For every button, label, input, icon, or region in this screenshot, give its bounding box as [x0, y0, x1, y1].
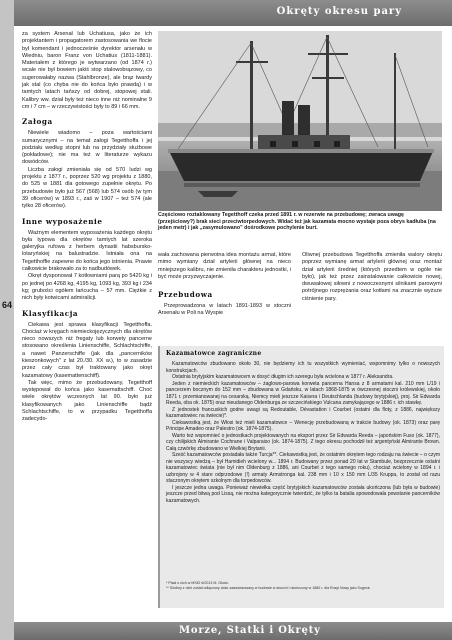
section-heading-przebudowa: Przebudowa	[158, 290, 213, 300]
sidebar-footnotes	[166, 581, 440, 591]
sidebar-paragraph: Warto też wspomnieć o jednostkach projektowanych na eksport przez Sir Edwarda Reeda – japońskim Fuso (ok. 1877), czy chilijskich Almirante Cochrane i Valparaiso (ok. 1874-1875). Z tego okresu pochodził też argentyński Almirante Brown. Całą czwórkę zbudowano w Wielkiej Brytanii.	[166, 432, 440, 452]
section-heading-wyposazenie: Inne wyposażenie	[22, 216, 103, 226]
paragraph: Okręt dysponował 7 kotłowniami parą po 5420 kg i po jednej po 4268 kg, 4195 kg, 1093 kg, 393 kg i 234 kg; grubości ogółem łańcucha – 57 mm. Ciężkie z nich były kotwicami admiralicji.	[22, 273, 152, 302]
right-column	[302, 252, 442, 303]
running-header-title: Okręty okresu pary	[276, 6, 402, 17]
left-column	[22, 31, 152, 424]
page-edge-strip	[0, 0, 14, 640]
paragraph: za system Arsenał lub Uchatiusa, jako że ich projektantem i propagatorem zastosowania we flocie był komendant i jednocześnie dyrektor arsenału w Wiedniu, baron Franz von Uchatius (1811-1881). Materiałem z którego je wytwarzano (od 1874 r.) wcale nie był bowiem jakiś stop stalowobrązowy, co sugerowałaby nazwa (Stahlbronze), ale brąz twardy jak stal (co chyba nie do końca było prawdą) i w tamtych latach tańszy od dobrej, stopowej stali. Kalibry ww. dział były też nieco inne niż nominalne 9 cm i 7 cm – w rzeczywistości były to 89 i 66 mm.	[22, 31, 152, 110]
paragraph: Oliwnej przebudowa Tegetthoffa zmieniła walory okrętu poprzez wymianę armat artylerii głównej oraz montaż dział artylerii średniej (których przedtem w ogóle nie było), jak też przez zainstalowanie całkowicie nowej, dwuwałowej siłowni z nowoczesnymi silnikami parowymi potrójnego rozprężania oraz kotłami na znacznie wyższe ciśnienie pary.	[302, 252, 442, 302]
paragraph: Tak więc, mimo że przebudowany, Tegetthoff występował do końca jako kasemattschiff. Choć wiele okrętów wczesnych lat 90. było już klasyfikowanych jako Linienschiffe bądź Schlachtschiffe, to w przypadku Tegetthoffa zadecydo-	[22, 379, 152, 423]
sidebar-box	[158, 346, 444, 608]
sidebar-paragraph: Jeden z niemieckich kazamatowców – żaglowo-parowa korweta pancerna Hansa z 8 armatami kal. 210 mm L/19 i pancerzem bocznym do 152 mm – zbudowana w Gdańsku, w latach 1868-1875 w ówczesnej stoczni królewskiej, około 1871 r. przemianowanej na cesarską. Niemcy mieli jeszcze Kaisera i Deutschlanda (budowy brytyjskiej), proj. Sir Edwarda Reeda, oba ok. 1875) oraz nieudanego Oldenburga ze szczecińskiego Vulcana zamykającego w 1886 r. ich stawkę.	[166, 380, 440, 406]
running-footer	[14, 622, 452, 640]
paragraph: Przeprowadzona w latach 1891-1893 w stoczni Arsenału w Poli na Wyspie	[158, 303, 291, 317]
sidebar-paragraph: Sześć kazamatowców posiadała także Turcja**. Ciekawostką jest, że ostatnim okrętem tego rodzaju na świecie – o czym nie wszyscy wiedzą – był Hamidieh wcielony w... 1894 r. Budowany przez ponad 20 lat w Stambule, bezprzecznie ostatni kazamatowiec świata (nie był nim Oldenburg z 1886, ani Courbet z tego samego roku), chociaż wcielony w 1894 r. i uzbrojony w 4 stare odprzodowe (!) armaty Armstronga kal. 238 mm i 10 x 150 mm L/35 Kruppa, to został od razu staczonym okrętem szkolnym dla torpedowców.	[166, 452, 440, 484]
sidebar-paragraph: Z jednostek francuskich godne uwagi są Redoutable, Dévastation i Courbet (ostatni dla floty, z 1886, największy kazamatowiec na świecie)*.	[166, 406, 440, 419]
page-number: 64	[1, 300, 12, 310]
sidebar-paragraph: I jeszcze jedna uwaga. Ponieważ niewiełka część brytyjskich kazamatowców została ukończona (lub była w budowie) jeszcze przed bitwą pod Lissą, nie można kategorycznie twierdzić, że tylko ta batalia spowodowała powstanie pancerników kazamatowych.	[166, 484, 440, 504]
sidebar-paragraph: Ciekawostką jest, że Włosi też mieli kazamatowce – Wenecję przebudowaną w trakcie budowy (ok. 1873) oraz parę Principe Amadeo oraz Palestro (ok. 1874-1875).	[166, 419, 440, 432]
paragraph: wała zachowana pierwotna idea montażu armat, które mimo wymiany dział artylerii głównej na nieco mniejszego kalibru, nie zmieniła charakteru jednostki, i być może przyzwyczajenie.	[158, 252, 291, 280]
ship-photo-drawing	[158, 31, 442, 211]
sidebar-paragraph: Ostatnia brytyjskim kazamatowcem w dosyć długim ich szeregu była wcielona w 1877 r. Aleksandra.	[172, 374, 394, 380]
footnote: ** Siódmy z nich został odłączony dość zaawansowany w budowie w stoczni i ukończony w 1880 r. dla Rosyi Nowy jako Sugeck.	[166, 586, 371, 590]
paragraph: Niewiele wiadomo – poza wartościami sumarycznymi – na temat załogi Tegetthoffa i jej podziału według stopni lub na przydziały służbowe (pokładowe); nie ma też w literaturze wykazu dowódców.	[22, 130, 152, 166]
footnote: * Pisał o nich w MSiO 6/2013 M. Głodo.	[166, 581, 229, 585]
magazine-title: Morze, Statki i Okręty	[179, 625, 321, 636]
sidebar-title: Kazamatowce zagraniczne	[166, 350, 262, 357]
sidebar-paragraph: Kazamatowców zbudowano około 30, nie będziemy ich tu wszystkich wymieniać, wspomnimy tylko o nowszych konstrukcjach.	[166, 361, 440, 374]
section-heading-klasyfikacja: Klasyfikacja	[22, 308, 79, 318]
paragraph: Ciekawa jest sprawa klasyfikacji Tegetthoffa. Chociaż w kręgach niemieckojęzycznych dla okrętów nieco nowszych niż fregaty lub korwety pancerne stosowano określenia Linienschiffe, Schlachtschiffe, a nawet Panzerschiffe (jak dla „pancerników kieszonkowych" z lat 20./30. XX w.), to w zasadzie przez cały czas był traktowany jako okręt kazamatowy (kasemattenschiff).	[22, 321, 152, 379]
middle-column	[158, 252, 291, 318]
photo-caption: Częściowo roztaklowany Tegetthoff czeka przed 1891 r. w rezerwie na przebudowę; zwraca uwagę (przejściowy?) brak sieci przeciwtorpedowych. Widać też jak kazamata mocno wystaje poza obrys kadłuba (na jeden metr) i jak „zasymulowano" dośrodkowe pochylenie burt.	[158, 212, 436, 231]
paragraph: Ważnym elementem wyposażenia każdego okrętu była typowa dla okrętów tamtych lat szeroka galeryjka rufowa z herbem dynastii habsbursko-lotaryńskiej na balustradzie. Istniała ona na Tegetthoffie zapewne do końca jego istnienia. Prawie całkowicie brakowało za to nadbudówek.	[22, 229, 152, 273]
paragraph: Liczba załogi zmieniała się od 570 ludzi wg projektu z 1877 r., poprzez 520 wg projektu z 1880, do 525 w 1881 dla gotowego zupełnie okrętu. Po przebudowie było już 567 (568) lub 574 osób (w tym 39 oficerów) w 1893 r., zaś w 1907 – też 574 (ale tylko 28 oficerów).	[22, 166, 152, 210]
section-heading-zaloga: Załoga	[22, 117, 53, 127]
running-header	[14, 0, 452, 26]
ship-photo	[158, 31, 442, 211]
sidebar-body	[166, 361, 440, 504]
